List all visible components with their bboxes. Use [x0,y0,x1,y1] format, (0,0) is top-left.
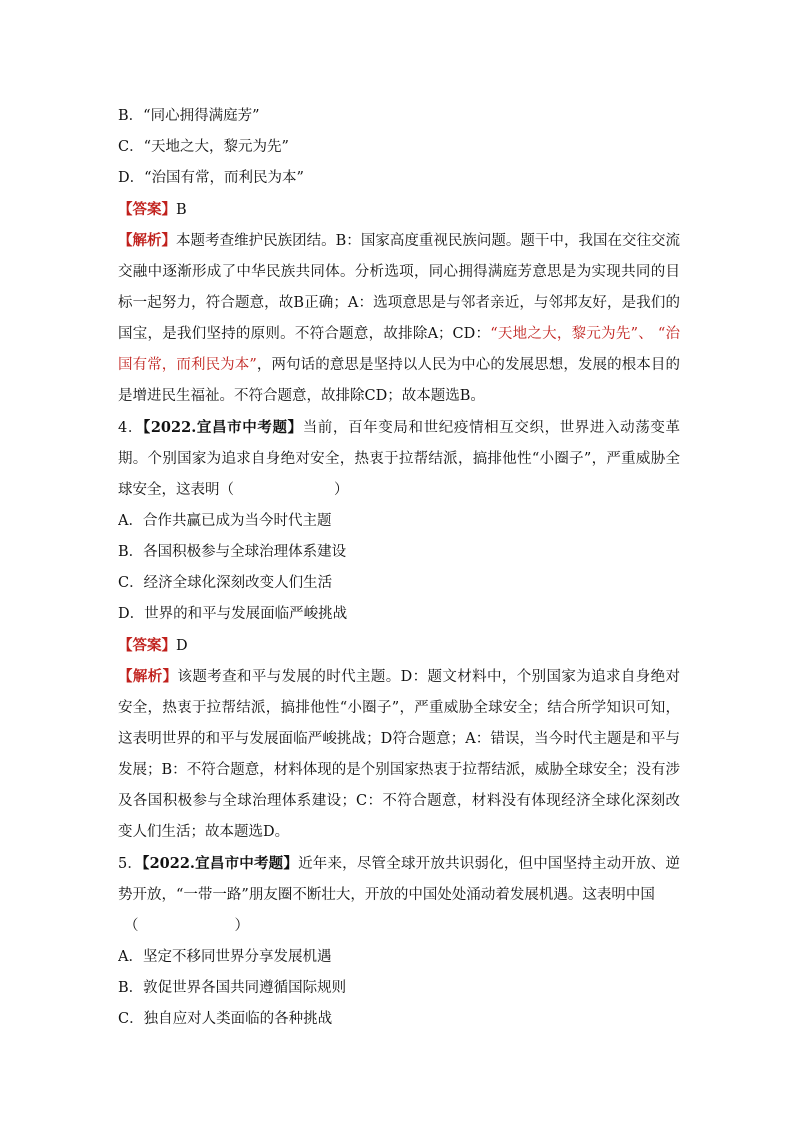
q4-analysis-text: 该题考查和平与发展的时代主题。D：题文材料中，个别国家为追求自身绝对安全，热衷于拉帮结派，搞排他性“小圈子”，严重威胁全球安全；结合所学知识可知，这表明世界的和平与发展面临严峻挑战；D符合题意；A：错误，当今时代主题是和平与发展；B：不符合题意，材料体现的是个别国家热衷于拉帮结派，威胁全球安全；没有涉及各国积极参与全球治理体系建设；C：不符合题意，材料没有体现经济全球化深刻改变人们生活；故本题选D。 [118,669,680,840]
q4-answer [118,630,680,661]
q4-option-b: B．各国积极参与全球治理体系建设 [118,544,347,560]
analysis-tag: 【解析】 [118,232,177,249]
q5-source: 【2022.宜昌市中考题】 [142,855,299,872]
q5-paren-open: （ [124,918,139,934]
q3-analysis-text-2: ，两句话的意思是坚持以人民为中心的发展思想，发展的根本目的是增进民生福祉。不符合题意，故排除CD；故本题选B。 [118,357,680,404]
q4-number: 4． [118,420,143,436]
q5-stem-text: 近年来，尽管全球开放共识弱化，但中国坚持主动开放、逆势开放，“一带一路”朋友圈不断壮大，开放的中国处处涌动着发展机遇。这表明中国 [118,856,680,903]
q4-option-a: A．合作共赢已成为当今时代主题 [118,513,332,529]
answer-tag: 【答案】 [118,637,176,654]
q3-analysis-text-1: 本题考查维护民族团结。B：国家高度重视民族问题。题干中，我国在交往交流交融中逐渐形成了中华民族共同体。分析选项，同心拥得满庭芳意思是为实现共同的目标一起努力，符合题意，故B正确；A：选项意思是与邻者亲近，与邻邦友好，是我们的国宝，是我们坚持的原则。不符合题意，故排除A；CD： [118,233,681,342]
q5-answer-paren [118,911,680,942]
q4-option-c: C．经济全球化深刻改变人们生活 [118,575,333,591]
q4-stem-close: ） [334,482,349,498]
q5-option-a: A．坚定不移同世界分享发展机遇 [118,949,332,965]
q3-analysis-quote: “天地之大，黎元为先”、 “治国有常，而利民为本” [118,326,680,373]
q4-source: 【2022.宜昌市中考题】 [142,419,303,436]
q5-number: 5． [118,856,143,872]
answer-tag: 【答案】 [118,201,176,218]
document-content [118,101,680,1035]
q3-answer-value: B [176,202,187,218]
q4-option-d: D．世界的和平与发展面临严峻挑战 [118,606,348,622]
q5-option-c: C．独自应对人类面临的各种挑战 [118,1011,333,1027]
q3-answer [118,194,680,225]
analysis-tag: 【解析】 [118,668,178,685]
q3-option-c: C．“天地之大，黎元为先” [118,139,289,155]
q5-paren-close: ） [234,918,249,934]
q3-analysis [118,225,680,412]
q4-analysis [118,661,680,848]
q3-option-b: B．“同心拥得满庭芳” [118,108,260,124]
q4-stem-text: 当前，百年变局和世纪疫情相互交织，世界进入动荡变革期。个别国家为追求自身绝对安全，热衷于拉帮结派，搞排他性“小圈子”，严重威胁全球安全，这表明（ [118,420,681,498]
q3-option-d: D．“治国有常，而利民为本” [118,170,304,186]
q5-stem [118,848,680,911]
q4-answer-value: D [176,638,188,654]
q4-stem [118,412,680,506]
q5-option-b: B．敦促世界各国共同遵循国际规则 [118,980,347,996]
